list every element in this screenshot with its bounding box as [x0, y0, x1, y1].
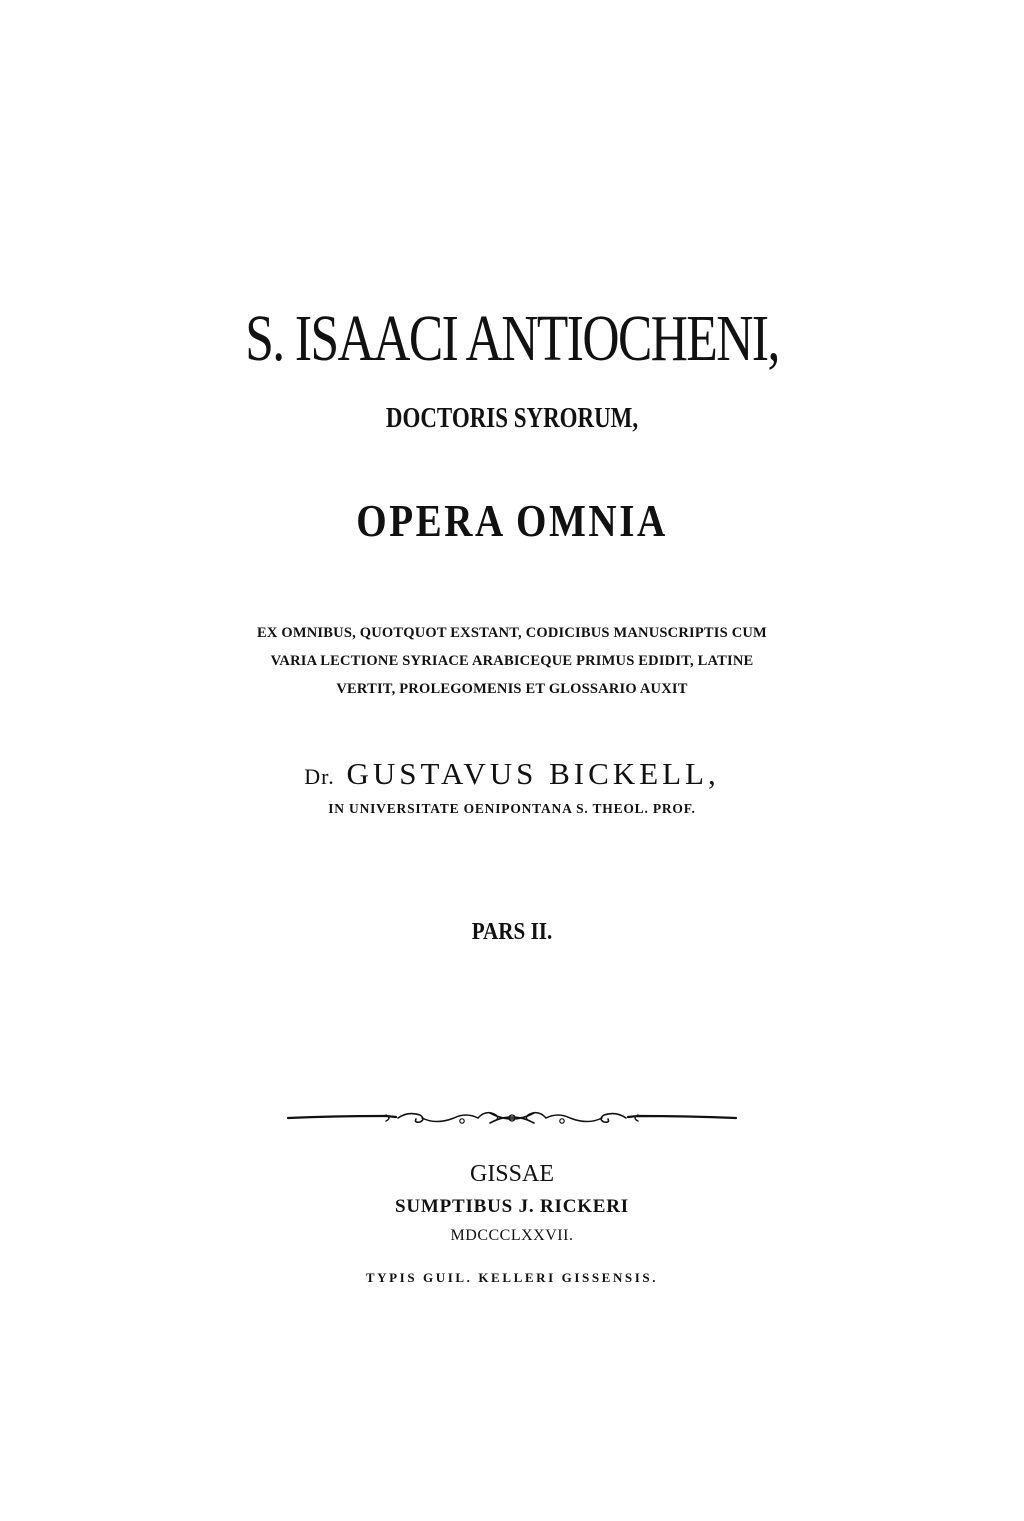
- imprint-year: MDCCCLXXVII.: [450, 1227, 574, 1244]
- description-line: VARIA LECTIONE SYRIACE ARABICEQUE PRIMUS EDIDIT, LATINE: [270, 653, 754, 669]
- volume-label: PARS II.: [471, 919, 553, 945]
- description-line: EX OMNIBUS, QUOTQUOT EXSTANT, CODICIBUS MANUSCRIPTIS CUM: [257, 625, 767, 641]
- editor-name: GUSTAVUS BICKELL,: [346, 756, 720, 791]
- editor-affiliation: IN UNIVERSITATE OENIPONTANA S. THEOL. PROF.: [328, 801, 696, 816]
- editor-title-prefix: Dr.: [304, 764, 335, 789]
- printers-ornament-icon: [286, 1103, 738, 1133]
- imprint-place: GISSAE: [469, 1161, 554, 1187]
- printer-line: TYPIS GUIL. KELLERI GISSENSIS.: [365, 1270, 659, 1285]
- work-title: OPERA OMNIA: [356, 495, 668, 546]
- imprint-publisher: SUMPTIBUS J. RICKERI: [394, 1196, 629, 1217]
- author-epithet: DOCTORIS SYRORUM,: [385, 403, 639, 434]
- main-title: S. ISAACI ANTIOCHENI,: [245, 302, 779, 375]
- editor-name-line: [0, 758, 1024, 789]
- description-line: VERTIT, PROLEGOMENIS ET GLOSSARIO AUXIT: [336, 681, 688, 697]
